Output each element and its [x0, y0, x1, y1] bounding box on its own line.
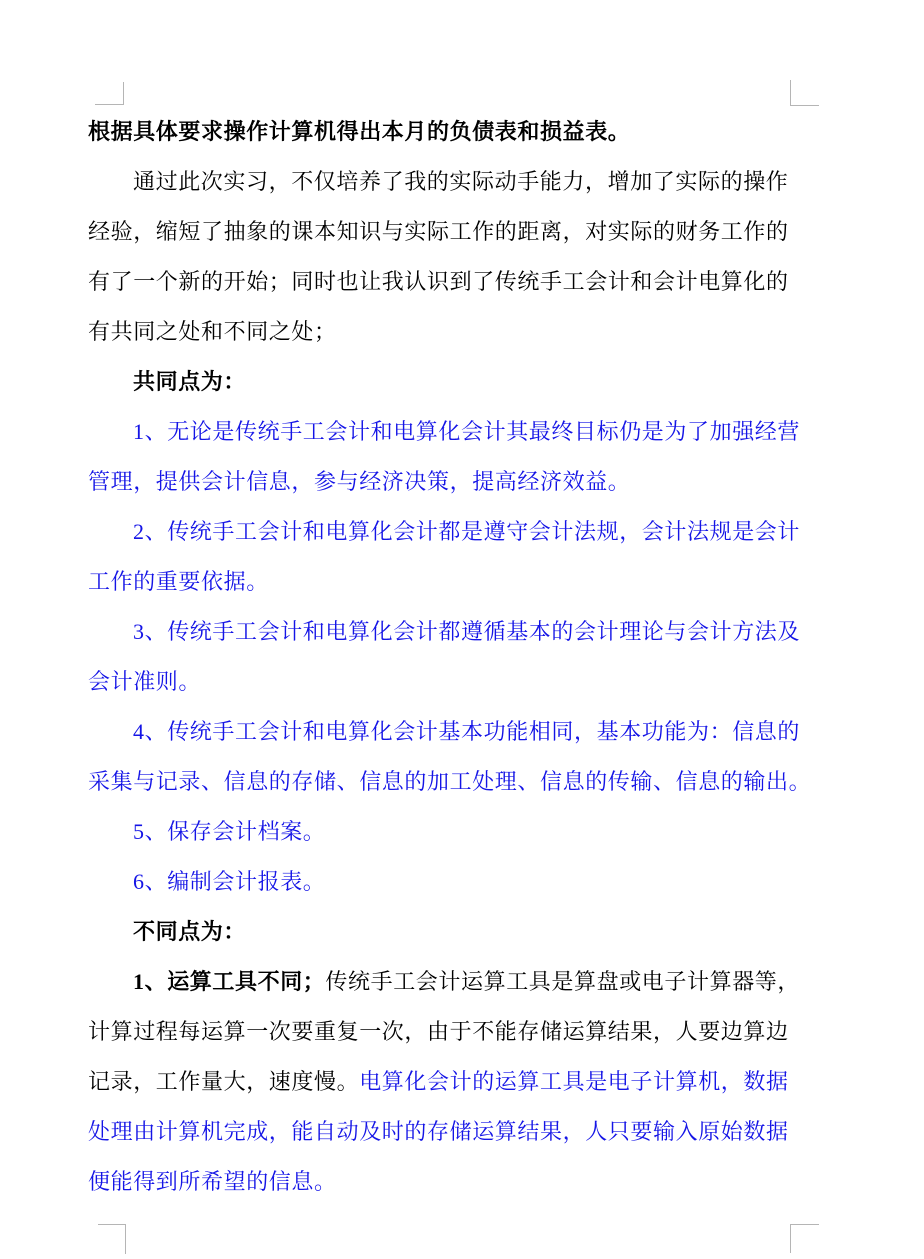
list-item-line: [88, 707, 801, 757]
paragraph-line: [88, 207, 794, 257]
list-item-line: [88, 657, 794, 707]
text-segment: 2、传统手工会计和电算化会计都是遵守会计法规，会计法规是会计: [133, 519, 801, 544]
list-item-line: [88, 557, 794, 607]
text-segment: 通过此次实习，不仅培养了我的实际动手能力，增加了实际的操作: [133, 169, 789, 194]
text-segment: 3、传统手工会计和电算化会计都遵循基本的会计理论与会计方法及: [133, 619, 801, 644]
text-segment: 有了一个新的开始；同时也让我认识到了传统手工会计和会计电算化的: [88, 269, 789, 294]
crop-mark-top-left-icon: [95, 82, 124, 105]
list-item-line: [88, 857, 794, 907]
text-segment: 不同点为：: [133, 919, 247, 944]
text-segment: 5、保存会计档案。: [133, 819, 326, 844]
paragraph-line: [88, 157, 794, 207]
subheading-line: [88, 907, 794, 957]
list-item-line: [88, 407, 801, 457]
text-segment: 1、运算工具不同；: [133, 969, 326, 994]
text-segment: 传统手工会计运算工具是算盘或电子计算器等，: [325, 969, 801, 994]
text-segment: 根据具体要求操作计算机得出本月的负债表和损益表。: [88, 119, 631, 144]
paragraph-line: [88, 307, 794, 357]
text-segment: 1、无论是传统手工会计和电算化会计其最终目标仍是为了加强经营: [133, 419, 801, 444]
paragraph-line: [88, 1157, 794, 1207]
text-segment: 4、传统手工会计和电算化会计基本功能相同，基本功能为：信息的: [133, 719, 801, 744]
list-item-line: [88, 507, 801, 557]
paragraph-line: [88, 1057, 794, 1107]
subheading-line: [88, 357, 794, 407]
heading-line: [88, 107, 794, 157]
document-body: [88, 107, 812, 1207]
text-segment: 有共同之处和不同之处；: [88, 319, 337, 344]
paragraph-line: [88, 1007, 794, 1057]
text-segment: 管理，提供会计信息，参与经济决策，提高经济效益。: [88, 469, 631, 494]
text-segment: 便能得到所希望的信息。: [88, 1169, 337, 1194]
text-segment: 计算过程每运算一次要重复一次，由于不能存储运算结果，人要边算边: [88, 1019, 789, 1044]
text-segment: 处理由计算机完成，能自动及时的存储运算结果，人只要输入原始数据: [88, 1119, 789, 1144]
paragraph-line: [88, 257, 794, 307]
list-item-line: [88, 957, 801, 1007]
list-item-line: [88, 757, 812, 807]
text-segment: 6、编制会计报表。: [133, 869, 326, 894]
crop-mark-top-right-icon: [790, 80, 819, 106]
text-segment: 共同点为：: [133, 369, 247, 394]
text-segment: 会计准则。: [88, 669, 202, 694]
text-segment: 记录，工作量大，速度慢。: [88, 1069, 360, 1094]
crop-mark-bottom-left-icon: [98, 1224, 126, 1254]
paragraph-line: [88, 1107, 794, 1157]
list-item-line: [88, 807, 794, 857]
text-segment: 电算化会计的运算工具是电子计算机，数据: [359, 1069, 789, 1094]
crop-mark-bottom-right-icon: [790, 1224, 819, 1253]
text-segment: 采集与记录、信息的存储、信息的加工处理、信息的传输、信息的输出。: [88, 769, 812, 794]
list-item-line: [88, 457, 794, 507]
text-segment: 工作的重要依据。: [88, 569, 269, 594]
list-item-line: [88, 607, 801, 657]
text-segment: 经验，缩短了抽象的课本知识与实际工作的距离，对实际的财务工作的: [88, 219, 789, 244]
